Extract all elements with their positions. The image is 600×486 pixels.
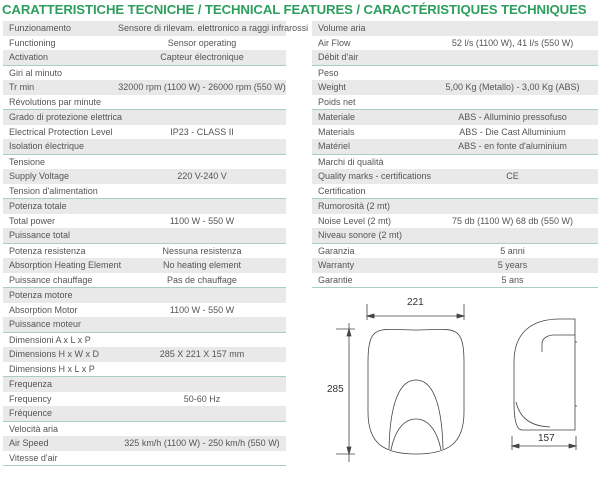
table-row: [3, 36, 286, 51]
spec-value: Nessuna resistenza: [162, 245, 242, 256]
height-dimension-label: 285: [327, 384, 344, 395]
spec-label: Absorption Motor: [9, 304, 78, 315]
spec-value: ABS - Alluminio pressofuso: [458, 112, 567, 122]
spec-label: Weight: [318, 82, 346, 92]
spec-label: Quality marks - certifications: [318, 171, 432, 181]
table-row: [3, 125, 286, 140]
spec-value: 50-60 Hz: [183, 393, 221, 404]
table-row: [3, 214, 286, 229]
spec-value: Pas de chauffage: [167, 274, 237, 285]
spec-label: Puissance moteur: [9, 319, 82, 329]
table-row: [3, 362, 286, 378]
table-row: [312, 184, 598, 200]
table-row: [3, 406, 286, 422]
spec-value: 5 years: [497, 260, 528, 270]
depth-dimension-label: 157: [538, 433, 555, 444]
spec-label: Vitesse d'air: [9, 452, 58, 463]
spec-label: Puissance total: [9, 230, 71, 240]
table-row: [3, 199, 286, 214]
table-row: [3, 95, 286, 111]
table-row: [312, 66, 598, 81]
table-row: [312, 125, 598, 140]
spec-label: Materiale: [318, 112, 356, 122]
spec-value: 285 X 221 X 157 mm: [159, 349, 245, 359]
spec-value: IP23 - CLASS II: [170, 126, 234, 137]
spec-value: 1100 W - 550 W: [169, 304, 235, 315]
table-row: [3, 377, 286, 392]
spec-label: Total power: [9, 215, 56, 226]
table-row: [3, 317, 286, 333]
spec-label: Garantie: [318, 274, 353, 285]
table-row: [312, 21, 598, 36]
spec-label: Electrical Protection Level: [9, 126, 113, 137]
table-row: [3, 184, 286, 200]
table-row: [312, 110, 598, 125]
table-row: [312, 214, 598, 229]
spec-label: Frequenza: [9, 379, 53, 389]
spec-value: Capteur électronique: [160, 52, 244, 62]
table-row: [3, 392, 286, 407]
spec-label: Volume aria: [318, 23, 366, 33]
page-title: CARATTERISTICHE TECNICHE / TECHNICAL FEATURES / CARACTÉRISTIQUES TECHNIQUES: [2, 2, 587, 17]
table-row: [312, 228, 598, 244]
table-row: [3, 66, 286, 81]
table-row: [312, 258, 598, 273]
spec-value: ABS - en fonte d'aluminium: [458, 141, 567, 151]
spec-value: 52 l/s (1100 W), 41 l/s (550 W): [451, 37, 574, 48]
spec-label: Frequency: [9, 393, 52, 404]
spec-label: Giri al minuto: [9, 67, 63, 78]
spec-label: Dimensions H x L x P: [9, 363, 95, 374]
table-row: [3, 422, 286, 437]
spec-label: Grado di protezione elettrica: [9, 112, 123, 122]
spec-label: Débit d'air: [318, 52, 359, 62]
table-row: [3, 303, 286, 318]
table-row: [312, 155, 598, 170]
table-row: [3, 436, 286, 451]
spec-value: 32000 rpm (1100 W) - 26000 rpm (550 W): [118, 82, 286, 92]
spec-label: Poids net: [318, 96, 356, 107]
spec-value: ABS - Die Cast Alluminium: [459, 126, 566, 137]
table-row: [3, 80, 286, 95]
spec-label: Potenza totale: [9, 201, 67, 211]
spec-label: Marchi di qualità: [318, 156, 384, 167]
spec-label: Functioning: [9, 37, 56, 48]
table-row: [3, 155, 286, 170]
spec-label: Materials: [318, 126, 355, 137]
spec-label: Peso: [318, 67, 339, 78]
table-row: [312, 36, 598, 51]
spec-label: Rumorosità (2 mt): [318, 201, 391, 211]
table-row: [312, 50, 598, 66]
spec-label: Tr min: [9, 82, 35, 92]
table-row: [312, 80, 598, 95]
table-row: [312, 95, 598, 111]
dimension-drawing: [300, 282, 600, 481]
table-row: [312, 199, 598, 214]
table-row: [3, 451, 286, 467]
table-row: [3, 244, 286, 259]
width-dimension-label: 221: [407, 297, 424, 308]
spec-label: Air Flow: [318, 37, 351, 48]
table-row: [3, 347, 286, 362]
spec-label: Potenza resistenza: [9, 245, 86, 256]
spec-label: Matériel: [318, 141, 351, 151]
spec-label: Funzionamento: [9, 23, 72, 33]
spec-value: CE: [506, 171, 519, 181]
spec-label: Fréquence: [9, 408, 53, 418]
spec-label: Warranty: [318, 260, 355, 270]
spec-value: 5 ans: [501, 274, 524, 285]
spec-value: Sensor operating: [167, 37, 237, 48]
table-row: [3, 258, 286, 273]
table-row: [312, 139, 598, 155]
spec-label: Puissance chauffage: [9, 274, 93, 285]
right-spec-table: [312, 21, 598, 288]
spec-label: Niveau sonore (2 mt): [318, 230, 403, 240]
table-row: [3, 21, 309, 36]
spec-label: Révolutions par minute: [9, 96, 102, 107]
spec-label: Dimensions H x W x D: [9, 349, 100, 359]
spec-label: Noise Level (2 mt): [318, 215, 392, 226]
table-row: [3, 288, 286, 303]
table-row: [3, 50, 286, 66]
spec-label: Dimensioni A x L x P: [9, 334, 91, 345]
table-row: [3, 273, 286, 289]
spec-value: 220 V-240 V: [177, 171, 227, 181]
table-row: [3, 333, 286, 348]
spec-label: Garanzia: [318, 245, 355, 256]
table-row: [3, 169, 286, 184]
spec-label: Tensione: [9, 156, 46, 167]
table-row: [3, 139, 286, 155]
spec-label: Isolation électrique: [9, 141, 85, 151]
spec-label: Supply Voltage: [9, 171, 70, 181]
spec-label: Velocità aria: [9, 423, 59, 434]
table-row: [3, 110, 286, 125]
table-row: [312, 169, 598, 184]
spec-label: Tension d'alimentation: [9, 185, 98, 196]
table-row: [312, 244, 598, 259]
spec-value: 5,00 Kg (Metallo) - 3,00 Kg (ABS): [445, 82, 580, 92]
spec-label: Certification: [318, 185, 366, 196]
spec-label: Air Speed: [9, 438, 49, 448]
spec-value: 5 anni: [500, 245, 525, 256]
spec-value: No heating element: [162, 260, 242, 270]
spec-label: Potenza motore: [9, 290, 73, 300]
spec-value: Sensore di rilevam. elettronico a raggi infrarossi: [118, 23, 309, 33]
spec-value: 325 km/h (1100 W) - 250 km/h (550 W): [124, 438, 280, 448]
spec-label: Activation: [9, 52, 49, 62]
spec-value: 1100 W - 550 W: [169, 215, 235, 226]
spec-value: 75 db (1100 W) 68 db (550 W): [452, 215, 573, 226]
left-spec-table: [3, 21, 309, 466]
table-row: [3, 228, 286, 244]
spec-label: Absorption Heating Element: [9, 260, 122, 270]
